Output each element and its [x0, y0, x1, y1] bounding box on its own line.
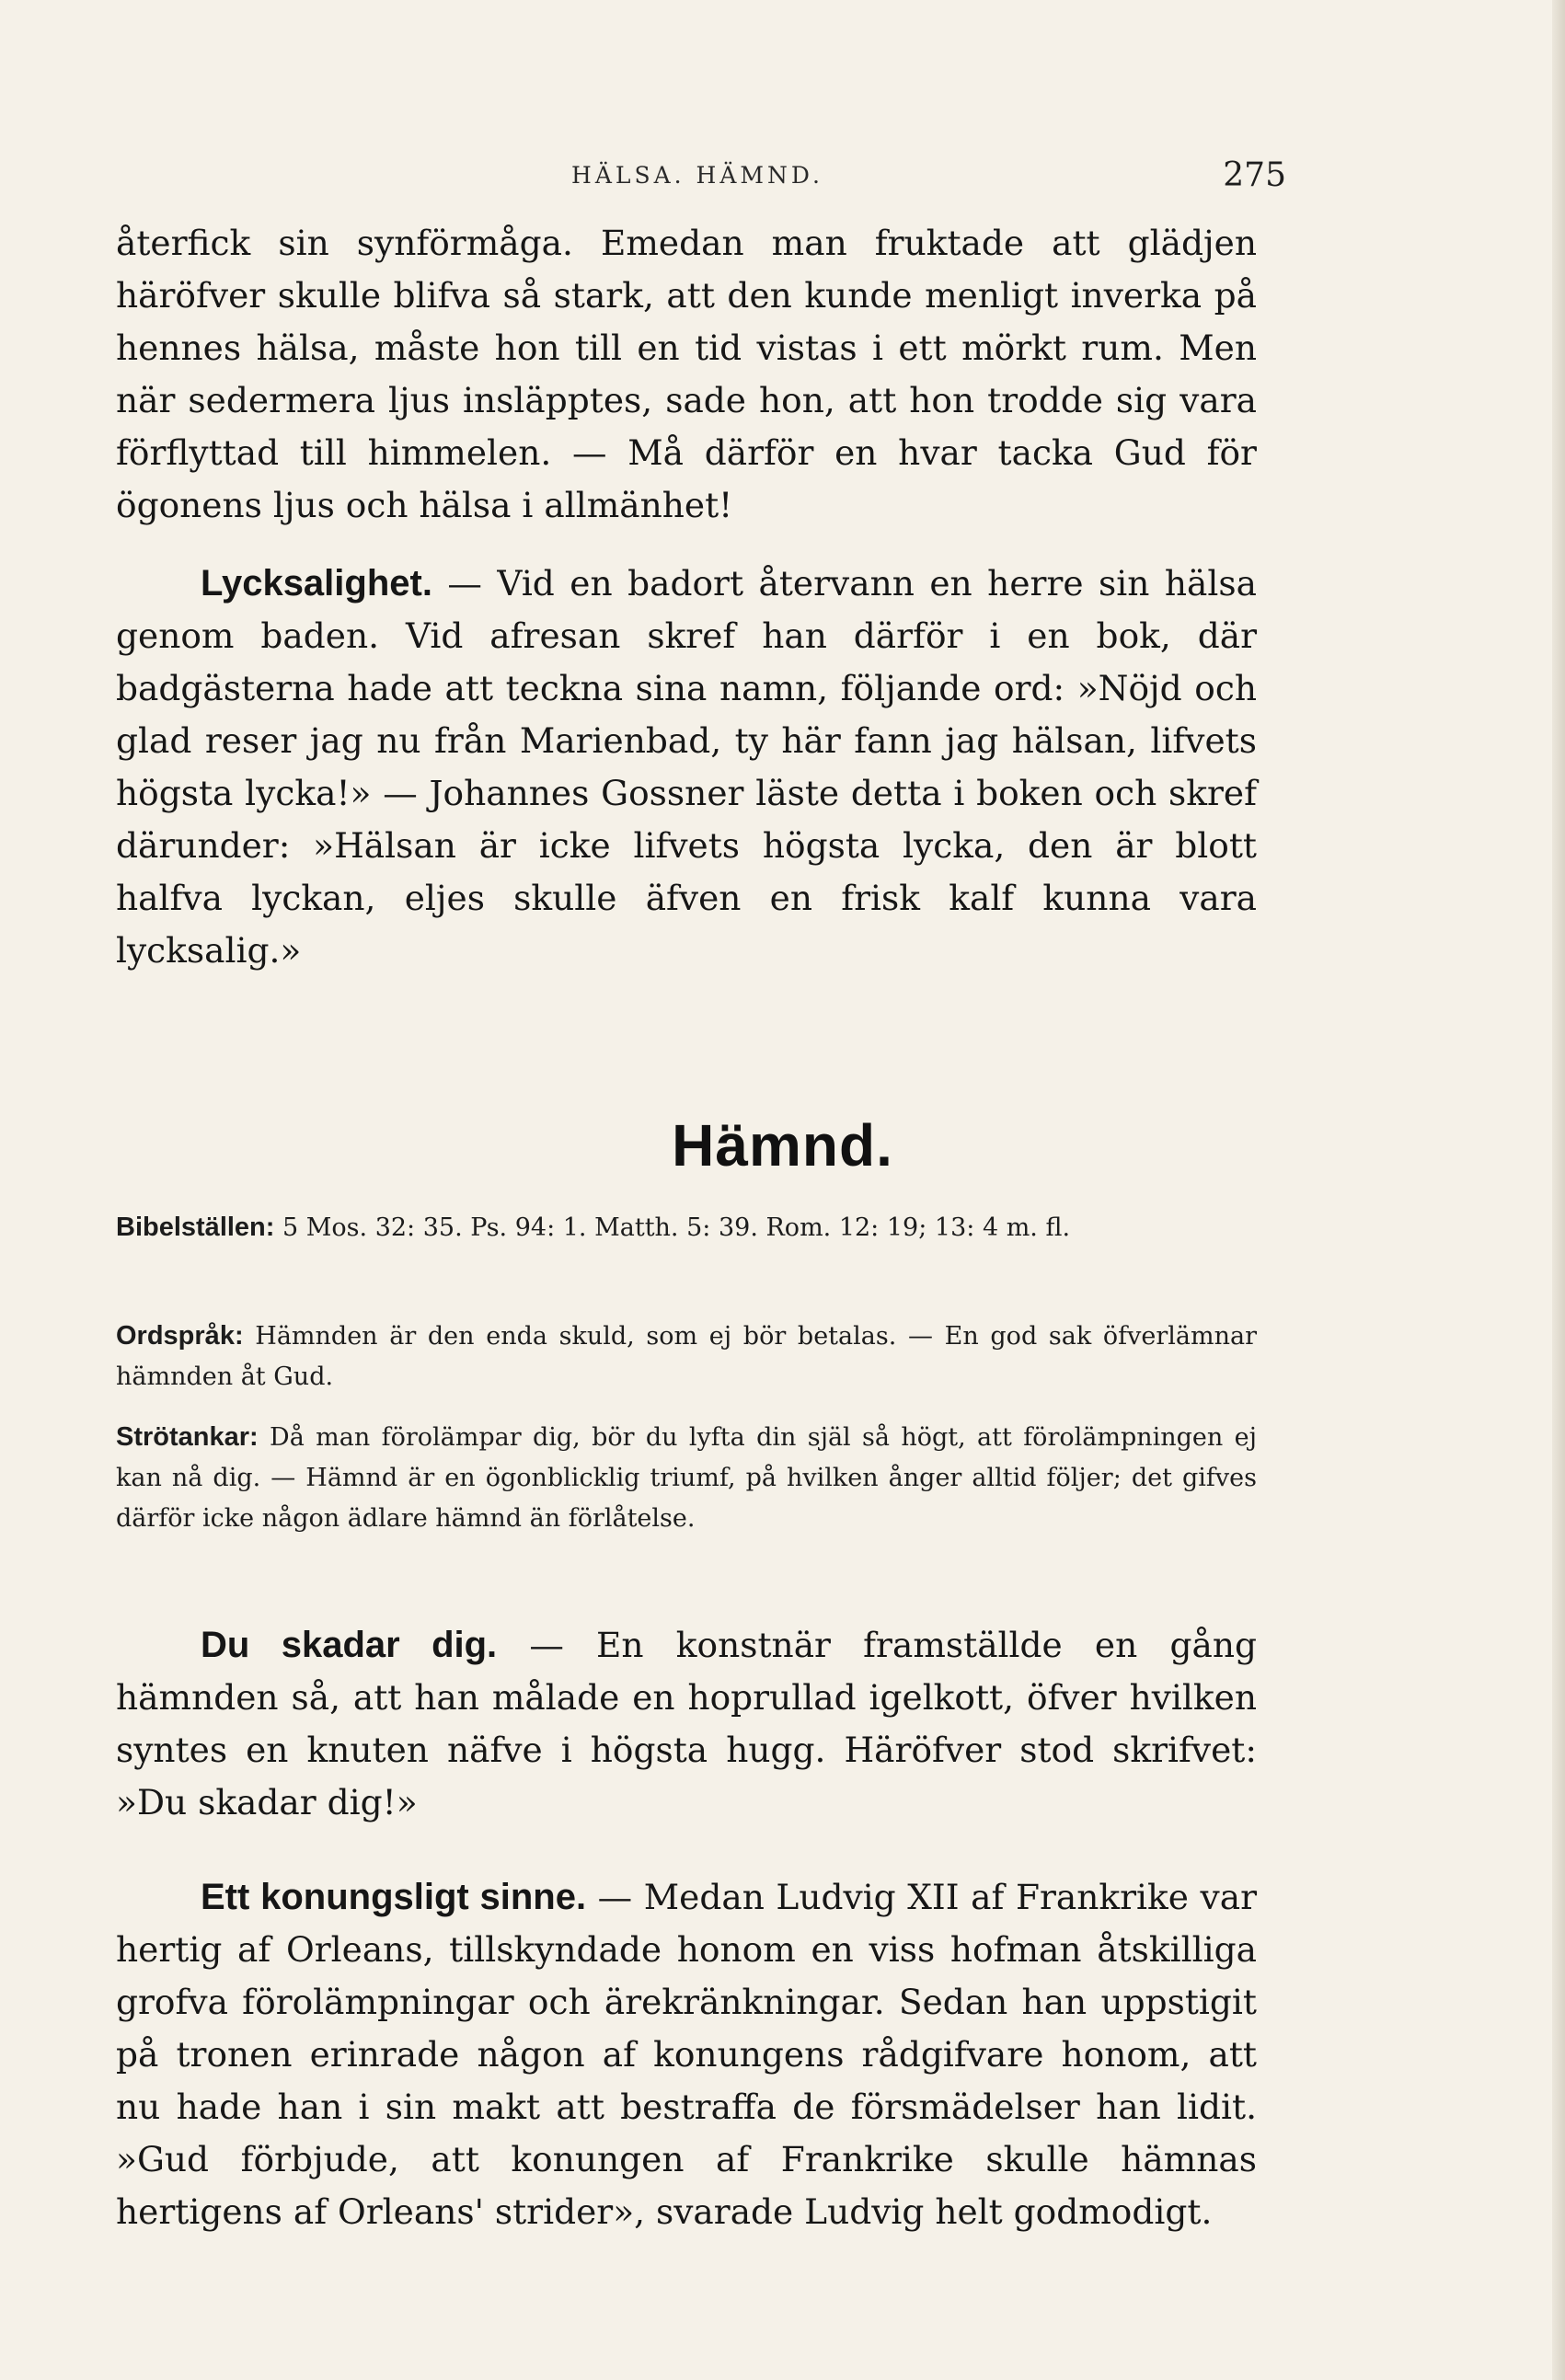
- bibelstallen: [116, 1207, 1257, 1248]
- strotankar-text: Då man förolämpar dig, bör du lyfta din själ så högt, att förolämpningen ej kan nå dig. — Hämnd är en ögonblicklig triumf, på hvilken ånger alltid följer; det gifves därför icke någon ädlare hämnd än förlåtelse.: [116, 1423, 1257, 1533]
- paragraph-konungsligt: [116, 1871, 1257, 2238]
- ordsprak-label: Ordspråk:: [116, 1321, 244, 1351]
- lycksalighet-heading: Lycksalighet.: [201, 563, 432, 604]
- paragraph-synformaga: återfick sin synförmåga. Emedan man fruktade att glädjen häröfver skulle blifva så stark, att den kunde menligt inverka på hennes hälsa, måste hon till en tid vistas i ett mörkt rum. Men när sedermera ljus insläpptes, sade hon, att hon trodde sig vara förflyttad till himmelen. — Må därför en hvar tacka Gud för ögonens ljus och hälsa i allmänhet!: [116, 223, 1257, 525]
- paragraph-du-skadar: [116, 1619, 1257, 1829]
- running-head: HÄLSA. HÄMND.: [571, 162, 823, 189]
- lycksalighet-text: — Vid en badort återvann en herre sin hälsa genom baden. Vid afresan skref han därför i en bok, där badgästerna hade att teckna sina namn, följande ord: »Nöjd och glad reser jag nu från Marienbad, ty här fann jag hälsan, lifvets högsta lycka!» — Johannes Gossner läste detta i boken och skref därunder: »Hälsan är icke lifvets högsta lycka, den är blott halfva lyckan, eljes skulle äfven en frisk kalf kunna vara lycksalig.»: [116, 563, 1257, 971]
- ordsprak: [116, 1316, 1257, 1397]
- du-skadar-heading: Du skadar dig.: [201, 1625, 498, 1665]
- konungsligt-heading: Ett konungsligt sinne.: [201, 1877, 587, 1917]
- ordsprak-text: Hämnden är den enda skuld, som ej bör betalas. — En god sak öfverlämnar hämnden åt Gud.: [116, 1322, 1257, 1391]
- du-skadar-text: — En konstnär framställde en gång hämnden så, att han målade en hoprullad igelkott, öfver hvilken syntes en knuten näfve i högsta hugg. Häröfver stod skrifvet: »Du skadar dig!»: [116, 1625, 1257, 1822]
- bibelstallen-label: Bibelställen:: [116, 1213, 275, 1242]
- page-edge: [1552, 0, 1565, 2380]
- page-header: [118, 155, 1286, 210]
- bibelstallen-text: 5 Mos. 32: 35. Ps. 94: 1. Matth. 5: 39. Rom. 12: 19; 13: 4 m. fl.: [274, 1213, 1071, 1242]
- page-number: 275: [1223, 156, 1286, 194]
- strotankar-label: Strötankar:: [116, 1422, 259, 1452]
- strotankar: [116, 1417, 1257, 1539]
- section-halsa: [116, 217, 1257, 977]
- section-konungsligt: [116, 1871, 1257, 2238]
- section-du-skadar: [116, 1619, 1257, 1829]
- konungsligt-text: — Medan Ludvig XII af Frankrike var hertig af Orleans, tillskyndade honom en viss hofman åtskilliga grofva förolämpningar och ärekränkningar. Sedan han uppstigit på tronen erinrade någon af konungens rådgifvare honom, att nu hade han i sin makt att bestraffa de försmädelser han lidit. »Gud förbjude, att konungen af Frankrike skulle hämnas hertigens af Orleans' strider», svarade Ludvig helt godmodigt.: [116, 1877, 1257, 2232]
- paragraph-lycksalighet: [116, 558, 1257, 977]
- section-title-hamnd: Hämnd.: [672, 1112, 893, 1179]
